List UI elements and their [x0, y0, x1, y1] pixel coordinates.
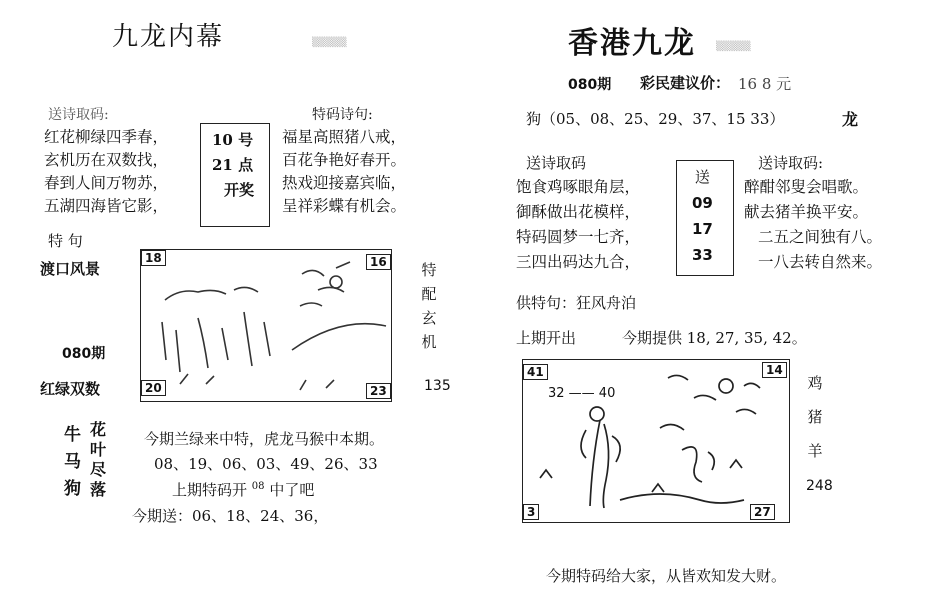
- left-poem-left-line: 春到人间万物苏，: [44, 174, 169, 192]
- right-poem-right-line: 醉酣邻叟会唱歌。: [744, 178, 869, 196]
- right-last-open: 上期开出: [516, 329, 577, 347]
- left-prediction-line: 今期兰绿来中特，虎龙马猴中本期。: [144, 430, 385, 448]
- scene-label: 渡口风景: [40, 260, 101, 278]
- right-footer: 今期特码给大家，从皆欢知发大财。: [546, 567, 787, 585]
- left-this-period: 今期送：06、18、24、36，: [132, 507, 329, 525]
- left-poem-right-line: 热戏迎接嘉宾临，: [282, 174, 407, 192]
- right-side-vertical: [806, 366, 824, 468]
- side-char: 猪: [807, 408, 823, 426]
- flower-char: 花: [90, 420, 107, 439]
- draw-hour: 21 点: [212, 156, 254, 174]
- right-poem-left-line: 特码圆梦一七齐，: [516, 228, 641, 246]
- right-corner-bl: 3: [523, 504, 539, 520]
- left-side-number: 135: [424, 378, 451, 394]
- animal-horse: 马: [64, 452, 81, 472]
- side-char: 玄: [421, 309, 437, 327]
- left-corner-br: 23: [366, 383, 391, 399]
- right-poem-left-line: 饱食鸡啄眼角层，: [516, 178, 641, 196]
- left-numbers: 08、19、06、03、49、26、33: [154, 455, 378, 473]
- left-poem-left-line: 五湖四海皆它影，: [44, 197, 169, 215]
- right-period: 080期: [568, 77, 612, 93]
- right-corner-br: 27: [750, 504, 775, 520]
- left-poem-right-line: 呈祥彩蝶有机会。: [282, 197, 407, 215]
- animal-ox: 牛: [64, 425, 81, 445]
- draw-label: 开奖: [224, 181, 255, 199]
- last-period-value: 08: [251, 481, 265, 492]
- gift-number: 33: [692, 246, 713, 264]
- last-period-suffix: 中了吧: [269, 481, 315, 499]
- left-corner-tr: 16: [366, 254, 391, 270]
- right-title: 香港九龙: [568, 26, 696, 61]
- left-title: 九龙内幕: [112, 22, 225, 52]
- draw-date: 10 号: [212, 131, 254, 149]
- right-poem-right-line: 一八去转自然来。: [758, 253, 883, 271]
- right-provide: 今期提供 18, 27, 35, 42。: [622, 329, 807, 347]
- left-special-label: 特 句: [48, 232, 83, 250]
- gift-number: 09: [692, 194, 713, 212]
- flower-char: 尽: [90, 460, 107, 479]
- side-char: 特: [421, 261, 437, 279]
- side-char: 鸡: [807, 374, 823, 392]
- left-poem-right-line: 福星高照猪八戒，: [282, 128, 407, 146]
- left-poem-heading-left: 送诗取码:: [48, 107, 109, 123]
- side-char: 机: [421, 333, 437, 351]
- left-corner-tl: 18: [141, 250, 166, 266]
- price-label: 彩民建议价：: [640, 74, 731, 92]
- flower-char: 落: [90, 480, 107, 499]
- gift-number: 17: [692, 220, 713, 238]
- left-poem-right-line: 百花争艳好春开。: [282, 151, 407, 169]
- redgreen-label: 红绿双数: [40, 380, 101, 398]
- right-poem-right-line: 献去猪羊换平安。: [744, 203, 869, 221]
- right-poem-heading-left: 送诗取码: [526, 154, 587, 172]
- side-char: 羊: [807, 442, 823, 460]
- right-corner-tr: 14: [762, 362, 787, 378]
- right-title-smudge: ▒▒▒▒▒: [716, 42, 751, 52]
- dog-line: 狗（05、08、25、29、37、15 33）: [526, 110, 785, 128]
- left-corner-bl: 20: [141, 380, 166, 396]
- right-special-line: 供特句：狂风舟泊: [516, 294, 637, 312]
- left-poem-left-line: 红花柳绿四季春，: [44, 128, 169, 146]
- dragon-label: 龙: [842, 110, 859, 129]
- left-poem-left-line: 玄机历在双数找，: [44, 151, 169, 169]
- right-poem-left-line: 御酥做出花模样，: [516, 203, 641, 221]
- flower-char: 叶: [90, 440, 107, 459]
- left-period-label: 080期: [62, 346, 106, 362]
- right-picture-label: 32 —— 40: [548, 386, 616, 401]
- gift-label: 送: [694, 168, 710, 186]
- right-poem-right-line: 二五之间独有八。: [758, 228, 883, 246]
- right-poem-left-line: 三四出码达九合，: [516, 253, 641, 271]
- left-title-smudge: ▒▒▒▒▒: [312, 38, 347, 48]
- animal-dog: 狗: [64, 479, 81, 499]
- left-poem-heading-right: 特码诗句:: [312, 107, 373, 123]
- price-value: 16 8 元: [738, 75, 792, 93]
- last-period-label: 上期特码开: [172, 481, 248, 499]
- side-char: 配: [421, 285, 437, 303]
- right-side-number: 248: [806, 478, 833, 494]
- right-corner-tl: 41: [523, 364, 548, 380]
- right-poem-heading-right: 送诗取码:: [758, 154, 824, 172]
